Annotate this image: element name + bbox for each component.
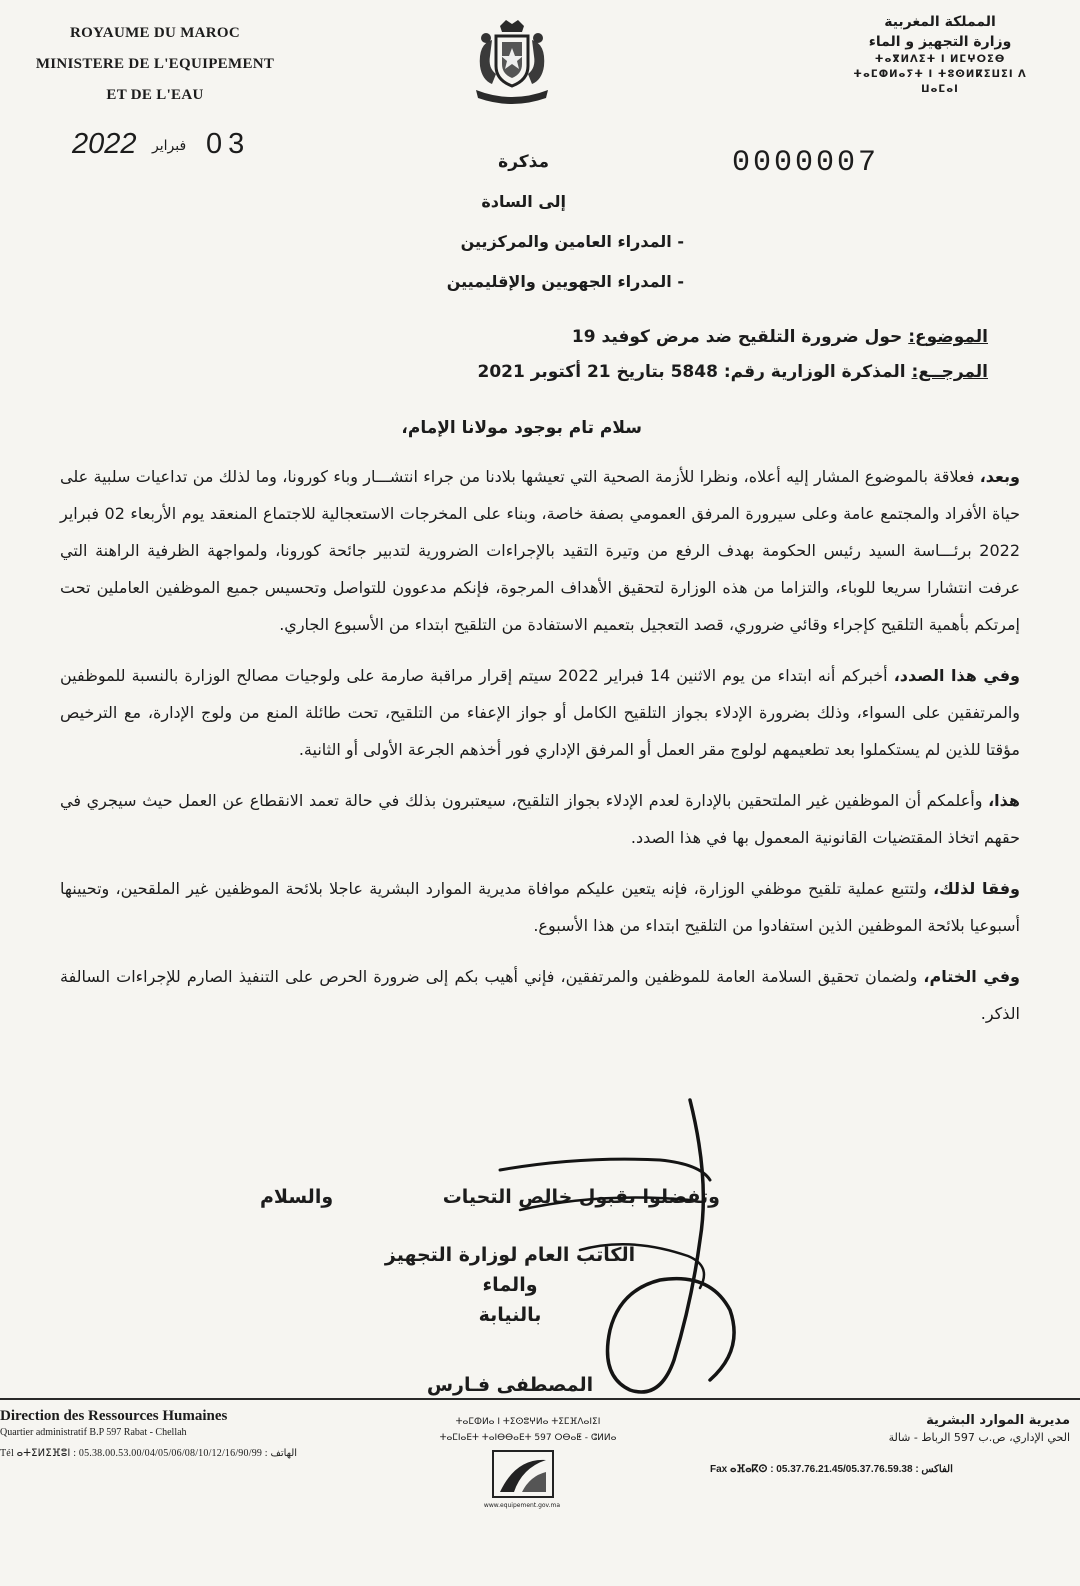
body-paragraph (60, 958, 1020, 1032)
body-paragraph (60, 458, 1020, 643)
paragraph-text: وأعلمكم أن الموظفين غير الملتحقين بالإدارة لعدم الإدلاء بجواز التلقيح، سيعتبرون بذلك في حالة تعمد الانقطاع عن العمل حيث سيجري في حقهم اتخاذ المقتضيات القانونية المعمول بها في هذا الصدد. (60, 791, 1020, 847)
subject-text: حول ضرورة التلقيح ضد مرض كوفيد 19 (571, 327, 903, 347)
closing-salutation: وتفضلوا بقبول خالص التحيات (442, 1186, 720, 1208)
memo-title: مذكرة (498, 152, 549, 172)
date-day: 03 (206, 128, 251, 160)
paragraph-lead: هذا، (988, 791, 1020, 810)
signer-block (360, 1240, 660, 1400)
paragraph-text: ولضمان تحقيق السلامة العامة للموظفين والمرتفقين، فإني أهيب بكم إلى ضرورة الحرص على التنفيذ الصارم للإجراءات السالفة الذكر. (60, 967, 1020, 1023)
footer-fr-title: Direction des Ressources Humaines (0, 1408, 228, 1424)
royal-coat-of-arms-icon (462, 18, 562, 113)
footer-url: www.equipement.gov.ma (483, 1502, 561, 1509)
paragraph-text: فعلاقة بالموضوع المشار إليه أعلاه، ونظرا للأزمة الصحية التي تعيشها بلادنا من جراء انتشـــار وباء كورونا، وما لذلك من تداعيات سلبية على حياة الأفراد والمجتمع عامة وعلى سيرورة المرفق العمومي بصفة خاصة، وبناء على المخرجات الاستعجالية للاجتماع المنعقد يوم الأربعاء 02 فبراير 2022 برئـــاسة السيد رئيس الحكومة بهدف الرفع من وتيرة التقيد بالإجراءات الضرورية لتدبير جائحة كورونا، ولمواجهة الظرفية الراهنة التي عرفت انتشارا سريعا للوباء، والتزاما من هذه الوزارة لتحقيق الأهداف المرجوة، فإنكم مدعوون للتواصل وتحسيس جميع الموظفين العاملين تحت إمرتكم بأهمية التلقيح كإجراء وقائي ضروري، قصد التعجيل بتعميم الاستفادة من التلقيح ابتداء من الأسبوع الجاري. (60, 467, 1020, 634)
footer-tifinagh (358, 1414, 698, 1446)
memo-addressees (284, 142, 684, 302)
footer-ar-address: الحي الإداري، ص.ب 597 الرباط - شالة (888, 1431, 1070, 1444)
footer-tif-line: ⵜⴰⵎⵏⴰⴹⵜ ⵜⴰⵏⴱⴱⴰⴹⵜ 597 ⵔⴱⴰⵟ - ⵛⵍⵍⴰ (439, 1433, 617, 1443)
paragraph-lead: وفي الختام، (923, 967, 1020, 986)
header-fr-line: MINISTERE DE L'EQUIPEMENT (35, 56, 275, 72)
reference-text: المذكرة الوزارية رقم: 5848 بتاريخ 21 أكتوبر 2021 (477, 362, 906, 382)
header-fr-line: ROYAUME DU MAROC (69, 25, 241, 41)
footer-fr-address: Quartier administratif B.P 597 Rabat - Chellah (0, 1427, 187, 1438)
paragraph-lead: وفقا لذلك، (933, 879, 1021, 898)
date-month: فبراير (152, 138, 187, 154)
body-paragraph (60, 782, 1020, 856)
closing-line (260, 1180, 720, 1224)
memo-reference-number: 0000007 (732, 146, 880, 180)
recipient-line: - المدراء الجهويين والإقليميين (446, 272, 684, 291)
body-paragraph (60, 870, 1020, 944)
memo-body (60, 458, 1020, 1046)
header-ar-line: المملكة المغربية (884, 14, 996, 30)
greeting: سلام تام بوجود مولانا الإمام، (401, 418, 642, 438)
subject-line (288, 320, 988, 355)
subject-label: الموضوع: (908, 327, 988, 347)
header-ar-line: وزارة التجهيز و الماء (868, 34, 1012, 50)
body-paragraph (60, 657, 1020, 768)
ministry-logo-icon (492, 1450, 554, 1498)
footer-fr-phone: Tél ⴰⵜⵉⵍⵉⴼⵓⵏ : 05.38.00.53.00/04/05/06/08/10/12/16/90/99 : الهاتف (0, 1448, 298, 1459)
footer-ar-title: مديرية الموارد البشرية (926, 1413, 1070, 1428)
paragraph-text: ولتتبع عملية تلقيح موظفي الوزارة، فإنه يتعين عليكم موافاة مديرية الموارد البشرية عاجلا بلائحة الموظفين غير الملقحين، وتحيينها أسبوعيا بلائحة الموظفين الذين استفادوا من التلقيح ابتداء من هذا الأسبوع. (60, 879, 1020, 935)
memo-to: إلى السادة (481, 192, 566, 211)
footer-divider (0, 1398, 1080, 1400)
signer-interim: بالنيابة (478, 1304, 542, 1326)
reference-line (288, 355, 988, 390)
recipient-line: - المدراء العامين والمركزيين (460, 232, 684, 251)
header-arabic (840, 12, 1040, 97)
footer-tif-line: ⵜⴰⵎⵀⵍⴰ ⵏ ⵜⵉⵙⵓⵖⵍⴰ ⵜⵉⵎⴼⴷⴰⵏⵉⵏ (455, 1417, 601, 1427)
header-tifinagh-line: ⵜⴰⴳⵍⴷⵉⵜ ⵏ ⵍⵎⵖⵔⵉⴱ (874, 54, 1006, 65)
footer-arabic (710, 1412, 1070, 1446)
closing-farewell: والسلام (260, 1186, 334, 1208)
header-french (10, 18, 300, 111)
paragraph-lead: وبعد، (979, 467, 1020, 486)
signer-title: الكاتب العام لوزارة التجهيز والماء (384, 1244, 636, 1296)
reference-label: المرجــع: (911, 362, 988, 382)
footer-french (0, 1408, 390, 1459)
memo-date (60, 126, 260, 170)
header-fr-line: ET DE L'EAU (106, 87, 204, 103)
header-tifinagh-line: ⵜⴰⵎⵀⵍⴰⵢⵜ ⵏ ⵜⵓⵙⵍⴽⵉⵡⵉⵏ ⴷ ⵡⴰⵎⴰⵏ (853, 69, 1027, 95)
memo-subject-block (288, 320, 988, 390)
paragraph-lead: وفي هذا الصدد، (893, 666, 1020, 685)
date-year: 2022 (72, 128, 137, 160)
paragraph-text: أخبركم أنه ابتداء من يوم الاثنين 14 فبراير 2022 سيتم إقرار مراقبة صارمة على ولوجيات مصالح الوزارة بالنسبة للموظفين والمرتفقين على السواء، وذلك بضرورة الإدلاء بجواز التلقيح الكامل أو جواز الإعفاء من التلقيح، تحت طائلة المنع من ولوج الإدارة، مع الترخيص مؤقتا للذين لم يستكملوا بعد تطعيمهم لولوج مقر العمل أو المرفق الإداري فور أخذهم الجرعة الأولى أو الثانية. (60, 666, 1020, 759)
footer-fax: Fax ⴰⴼⴰⴽⵙ : 05.37.76.21.45/05.37.76.59.38 : الفاكس (710, 1464, 953, 1475)
signer-name: المصطفى فـارس (426, 1374, 594, 1396)
